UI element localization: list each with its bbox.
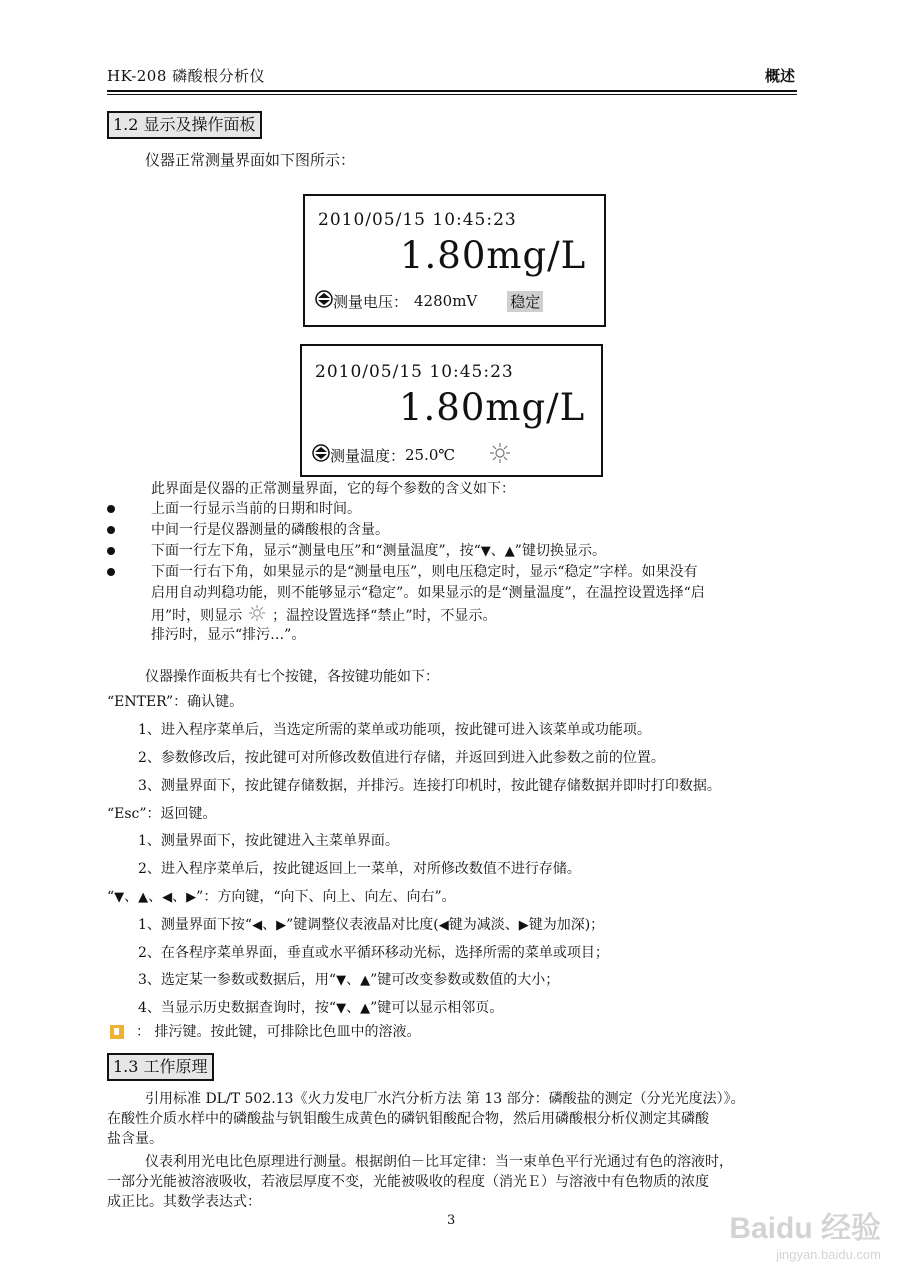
paragraph-line: 盐含量。 [107,1131,163,1147]
arrow-up-icon: ▲ [360,973,371,988]
lcd-label: 测量电压： [333,292,409,311]
bullet [107,568,115,576]
arrow-right-icon: ▶ [518,918,529,933]
desc-intro: 此界面是仪器的正常测量界面，它的每个参数的含义如下： [151,481,515,497]
paragraph-line: 一部分光能被溶液吸收，若液层厚度不变，光能被吸收的程度（消光Ｅ）与溶液中有色物质的浓度 [107,1174,709,1190]
direction-keys-heading: “▼、▲、◀、▶”：方向键，“向下、向上、向左、向右”。 [107,889,456,905]
arrow-up-icon: ▲ [138,890,149,905]
lcd-value: 1.80mg/L [400,234,587,277]
header-section: 概述 [764,67,795,85]
list-item: 2、进入程序菜单后，按此键返回上一菜单，对所修改数值不进行存储。 [138,861,581,877]
drain-key-line: ： 排污键。按此键，可排除比色皿中的溶液。 [110,1022,420,1042]
paragraph-line: 成正比。其数学表达式： [107,1194,261,1210]
arrow-right-icon: ▶ [276,918,287,933]
paragraph-line: 在酸性介质水样中的磷酸盐与钒钼酸生成黄色的磷钒钼酸配合物，然后用磷酸根分析仪测定其磷酸 [107,1111,709,1127]
paragraph-line: 引用标准 DL/T 502.13《火力发电厂水汽分析方法 第 13 部分：磷酸盐的测定（分光光度法）》。 [145,1091,745,1107]
section-title-1-3: 1.3 工作原理 [107,1053,214,1081]
list-item: 3、选定某一参数或数据后，用“▼、▲”键可改变参数或数值的大小； [138,972,560,988]
lcd-reading: 25.0℃ [405,446,456,464]
lcd-screen-temperature [300,344,603,477]
list-item: 上面一行显示当前的日期和时间。 [151,501,361,517]
status-badge: 稳定 [507,291,543,312]
bullet [107,505,115,513]
lcd-screen-voltage [303,194,606,327]
drain-key-icon [110,1025,124,1039]
arrow-down-icon: ▼ [336,973,347,988]
paragraph-line: 仪表利用光电比色原理进行测量。根据朗伯－比耳定律：当一束单色平行光通过有色的溶液时， [145,1154,733,1170]
lcd-reading: 4280mV [414,292,478,310]
header-rule [107,90,797,92]
panel-intro: 仪器操作面板共有七个按键，各按键功能如下： [145,669,439,685]
header-title: HK-208 磷酸根分析仪 [107,67,266,85]
page-number: 3 [447,1213,456,1228]
header-rule-thin [107,94,797,95]
watermark: Baidu 经验 jingyan.baidu.com [729,1212,881,1262]
bullet [107,547,115,555]
arrow-left-icon: ◀ [162,890,173,905]
section-intro: 仪器正常测量界面如下图所示： [145,151,356,169]
arrow-right-icon: ▶ [186,890,197,905]
lcd-label: 测量温度： [330,446,406,465]
esc-key-heading: “Esc”：返回键。 [107,806,217,822]
list-item: 1、测量界面下按“◀、▶”键调整仪表液晶对比度(◀键为减淡、▶键为加深)； [138,917,605,933]
up-down-toggle-icon [315,290,333,312]
arrow-up-icon: ▲ [360,1001,371,1016]
lcd-value: 1.80mg/L [399,386,586,429]
list-item-cont: 用”时，则显示 ；温控设置选择“禁止”时，不显示。 [151,604,497,628]
list-item: 2、参数修改后，按此键可对所修改数值进行存储，并返回到进入此参数之前的位置。 [138,750,665,766]
list-item-cont: 启用自动判稳功能，则不能够显示“稳定”。如果显示的是“测量温度”，在温控设置选择“启 [151,585,705,601]
arrow-down-icon: ▼ [114,890,125,905]
arrow-down-icon: ▼ [480,544,491,559]
list-item: 3、测量界面下，按此键存储数据，并排污。连接打印机时，按此键存储数据并即时打印数据。 [138,778,721,794]
list-item: 1、进入程序菜单后，当选定所需的菜单或功能项，按此键可进入该菜单或功能项。 [138,722,651,738]
arrow-down-icon: ▼ [336,1001,347,1016]
sun-icon [489,442,511,468]
lcd-bottom-row [315,290,543,312]
list-item: 2、在各程序菜单界面，垂直或水平循环移动光标，选择所需的菜单或项目； [138,945,609,961]
lcd-bottom-row [312,442,511,468]
arrow-left-icon: ◀ [252,918,263,933]
arrow-up-icon: ▲ [504,544,515,559]
section-title-1-2: 1.2 显示及操作面板 [107,111,262,139]
arrow-left-icon: ◀ [438,918,449,933]
enter-key-heading: “ENTER”：确认键。 [107,694,244,710]
list-item-cont: 排污时，显示“排污…”。 [151,627,306,643]
lcd-datetime: 2010/05/15 10:45:23 [315,362,514,382]
list-item: 中间一行是仪器测量的磷酸根的含量。 [151,522,389,538]
list-item: 下面一行左下角，显示“测量电压”和“测量温度”，按“▼、▲”键切换显示。 [151,543,606,559]
list-item: 1、测量界面下，按此键进入主菜单界面。 [138,833,399,849]
list-item: 下面一行右下角，如果显示的是“测量电压”，则电压稳定时，显示“稳定”字样。如果没有 [151,564,698,580]
up-down-toggle-icon [312,444,330,466]
list-item: 4、当显示历史数据查询时，按“▼、▲”键可以显示相邻页。 [138,1000,504,1016]
bullet [107,526,115,534]
lcd-datetime: 2010/05/15 10:45:23 [318,210,517,230]
